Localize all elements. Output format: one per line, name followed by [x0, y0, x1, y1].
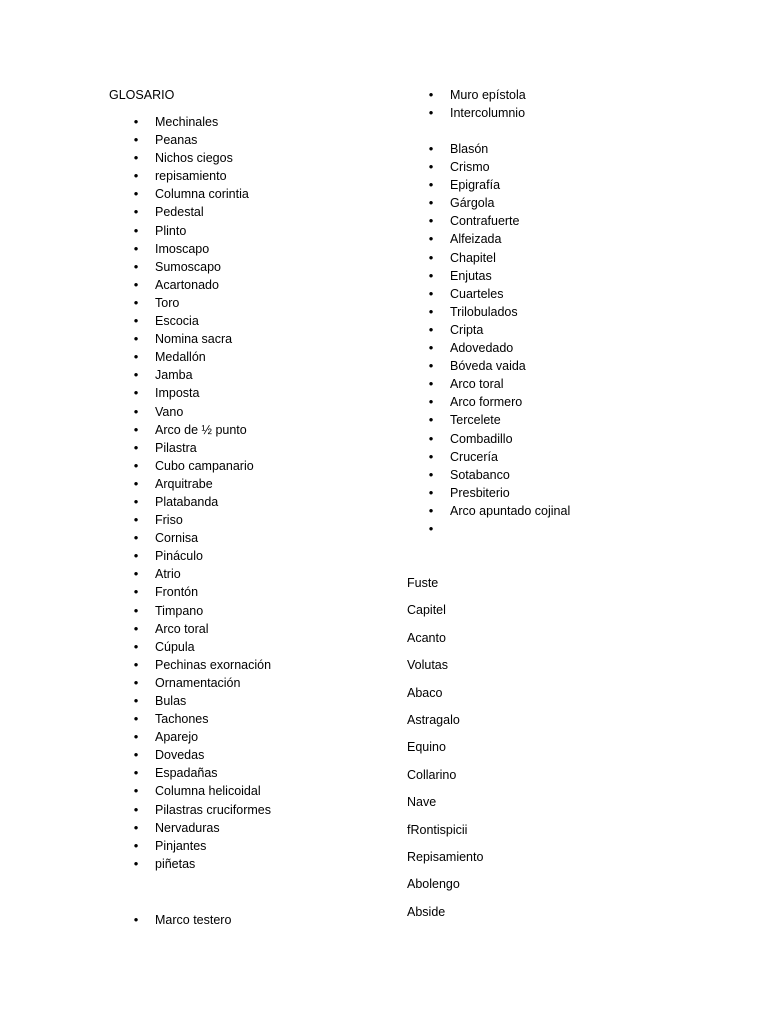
glossary-term: Arco toral	[155, 621, 209, 636]
glossary-term: Capitel	[407, 603, 446, 618]
glossary-term: Arco formero	[450, 395, 523, 410]
glossary-term: Peanas	[155, 133, 198, 148]
bullet-icon	[426, 194, 436, 212]
glossary-term: Intercolumnio	[450, 106, 526, 121]
glossary-term: Ornamentación	[155, 675, 241, 690]
glossary-term: Imoscapo	[155, 241, 210, 256]
glossary-term: Bóveda vaida	[450, 359, 526, 374]
glossary-term: Jamba	[155, 368, 193, 383]
glossary-term: Imposta	[155, 386, 200, 401]
glossary-term: Astragalo	[407, 712, 460, 727]
glossary-term: Pilastras cruciformes	[155, 802, 271, 817]
bullet-icon	[131, 131, 141, 149]
glossary-term: Adovedado	[450, 341, 514, 356]
bullet-icon	[131, 782, 141, 800]
bullet-icon	[426, 303, 436, 321]
glossary-title: GLOSARIO	[109, 88, 175, 102]
bullet-icon	[131, 638, 141, 656]
glossary-term: Fuste	[407, 576, 439, 590]
glossary-term: Abolengo	[407, 877, 460, 892]
bullet-icon	[131, 855, 141, 873]
bullet-icon	[131, 348, 141, 366]
bullet-icon	[131, 565, 141, 583]
bullet-icon	[426, 448, 436, 466]
glossary-term: Sotabanco	[450, 467, 510, 482]
bullet-icon	[426, 339, 436, 357]
glossary-term: Timpano	[155, 603, 204, 618]
bullet-icon	[131, 511, 141, 529]
bullet-icon	[131, 692, 141, 710]
bullet-icon	[426, 375, 436, 393]
glossary-term: Platabanda	[155, 494, 219, 509]
bullet-icon	[131, 764, 141, 782]
right-plain-list	[407, 574, 483, 930]
glossary-term: Arco de ½ punto	[155, 422, 247, 437]
bullet-icon	[426, 484, 436, 502]
bullet-icon	[131, 710, 141, 728]
glossary-term: Bulas	[155, 694, 187, 708]
glossary-term: Repisamiento	[407, 849, 484, 864]
glossary-term: Pilastra	[155, 440, 197, 455]
glossary-term: Plinto	[155, 223, 187, 238]
bullet-icon	[131, 583, 141, 601]
glossary-term: Columna helicoidal	[155, 784, 261, 799]
bullet-icon	[426, 520, 436, 538]
glossary-term: Blasón	[450, 142, 489, 156]
glossary-term: Crismo	[450, 160, 490, 175]
bullet-icon	[131, 801, 141, 819]
glossary-term: Cripta	[450, 322, 484, 337]
glossary-term: Nichos ciegos	[155, 151, 233, 166]
glossary-term: Acanto	[407, 630, 446, 645]
glossary-term: Contrafuerte	[450, 214, 520, 229]
glossary-term: Mechinales	[155, 115, 219, 129]
glossary-term: Espadañas	[155, 766, 218, 781]
bullet-icon	[426, 466, 436, 484]
bullet-icon	[426, 321, 436, 339]
glossary-term: Cúpula	[155, 639, 195, 654]
glossary-term: Medallón	[155, 350, 206, 365]
glossary-term: Tercelete	[450, 413, 501, 428]
bullet-icon	[426, 430, 436, 448]
bullet-icon	[426, 285, 436, 303]
glossary-term: Aparejo	[155, 730, 199, 745]
bullet-icon	[131, 185, 141, 203]
bullet-icon	[426, 230, 436, 248]
bullet-icon	[426, 176, 436, 194]
bullet-icon	[426, 393, 436, 411]
bullet-icon	[131, 493, 141, 511]
glossary-term: Trilobulados	[450, 304, 518, 319]
bullet-icon	[426, 502, 436, 520]
bullet-icon	[131, 457, 141, 475]
glossary-term: Nomina sacra	[155, 332, 233, 347]
glossary-term: Dovedas	[155, 748, 205, 763]
glossary-term: Sumoscapo	[155, 259, 222, 274]
bullet-icon	[131, 746, 141, 764]
bullet-icon	[131, 439, 141, 457]
glossary-term: Acartonado	[155, 277, 219, 292]
glossary-term: Collarino	[407, 767, 457, 782]
bullet-icon	[131, 203, 141, 221]
bullet-icon	[131, 728, 141, 746]
glossary-term: Pechinas exornación	[155, 657, 272, 672]
bullet-icon	[131, 258, 141, 276]
bullet-icon	[131, 403, 141, 421]
bullet-icon	[426, 212, 436, 230]
glossary-term: Nave	[407, 795, 437, 810]
glossary-term: piñetas	[155, 856, 196, 871]
glossary-term: Atrio	[155, 567, 181, 582]
bullet-icon	[131, 113, 141, 131]
glossary-term: Escocia	[155, 314, 199, 329]
bullet-icon	[426, 140, 436, 158]
bullet-icon	[131, 837, 141, 855]
glossary-term: Friso	[155, 513, 183, 528]
bullet-icon	[131, 149, 141, 167]
bullet-icon	[131, 547, 141, 565]
bullet-icon	[131, 330, 141, 348]
bullet-icon	[131, 312, 141, 330]
bullet-icon	[426, 86, 436, 104]
glossary-term: Pináculo	[155, 549, 203, 564]
bullet-icon	[426, 104, 436, 122]
bullet-icon	[131, 602, 141, 620]
glossary-term: Tachones	[155, 712, 209, 727]
glossary-term: Frontón	[155, 585, 199, 600]
bullet-icon	[131, 819, 141, 837]
bullet-icon	[131, 421, 141, 439]
bullet-icon	[131, 656, 141, 674]
bullet-icon	[131, 475, 141, 493]
bullet-icon	[131, 620, 141, 638]
bullet-icon	[131, 911, 141, 929]
glossary-term: Chapitel	[450, 250, 496, 265]
bullet-icon	[426, 267, 436, 285]
glossary-term: Epigrafía	[450, 178, 501, 193]
bullet-icon	[131, 294, 141, 312]
bullet-icon	[131, 240, 141, 258]
bullet-icon	[131, 674, 141, 692]
bullet-icon	[426, 411, 436, 429]
glossary-term: Pedestal	[155, 205, 204, 220]
bullet-icon	[131, 366, 141, 384]
bullet-icon	[131, 167, 141, 185]
glossary-term: Cornisa	[155, 531, 199, 546]
glossary-term: Toro	[155, 295, 180, 310]
glossary-term: Alfeizada	[450, 232, 502, 247]
glossary-term: Muro epístola	[450, 88, 526, 102]
bullet-icon	[131, 276, 141, 294]
glossary-term: Vano	[155, 404, 184, 419]
glossary-term: Arco apuntado cojinal	[450, 503, 571, 518]
glossary-term: Abside	[407, 904, 446, 919]
glossary-term: Arquitrabe	[155, 476, 213, 491]
bullet-icon	[131, 529, 141, 547]
glossary-term: Equino	[407, 740, 446, 755]
glossary-term: Pinjantes	[155, 838, 207, 853]
glossary-term: Presbiterio	[450, 485, 510, 500]
bullet-icon	[131, 222, 141, 240]
bullet-icon	[426, 158, 436, 176]
glossary-term: repisamiento	[155, 169, 227, 184]
bullet-icon	[131, 384, 141, 402]
glossary-term: Cubo campanario	[155, 458, 254, 473]
glossary-term: Volutas	[407, 658, 449, 673]
glossary-term: Nervaduras	[155, 820, 220, 835]
glossary-term: fRontispicii	[407, 822, 468, 837]
glossary-term: Gárgola	[450, 196, 495, 211]
glossary-term: Crucería	[450, 449, 498, 464]
glossary-term: Combadillo	[450, 431, 513, 446]
glossary-term: Columna corintia	[155, 187, 249, 202]
bullet-icon	[426, 357, 436, 375]
glossary-term: Marco testero	[155, 913, 232, 927]
bullet-icon	[426, 249, 436, 267]
glossary-term: Enjutas	[450, 268, 492, 283]
glossary-term: Arco toral	[450, 377, 504, 392]
glossary-term: Abaco	[407, 685, 443, 700]
glossary-term: Cuarteles	[450, 286, 504, 301]
